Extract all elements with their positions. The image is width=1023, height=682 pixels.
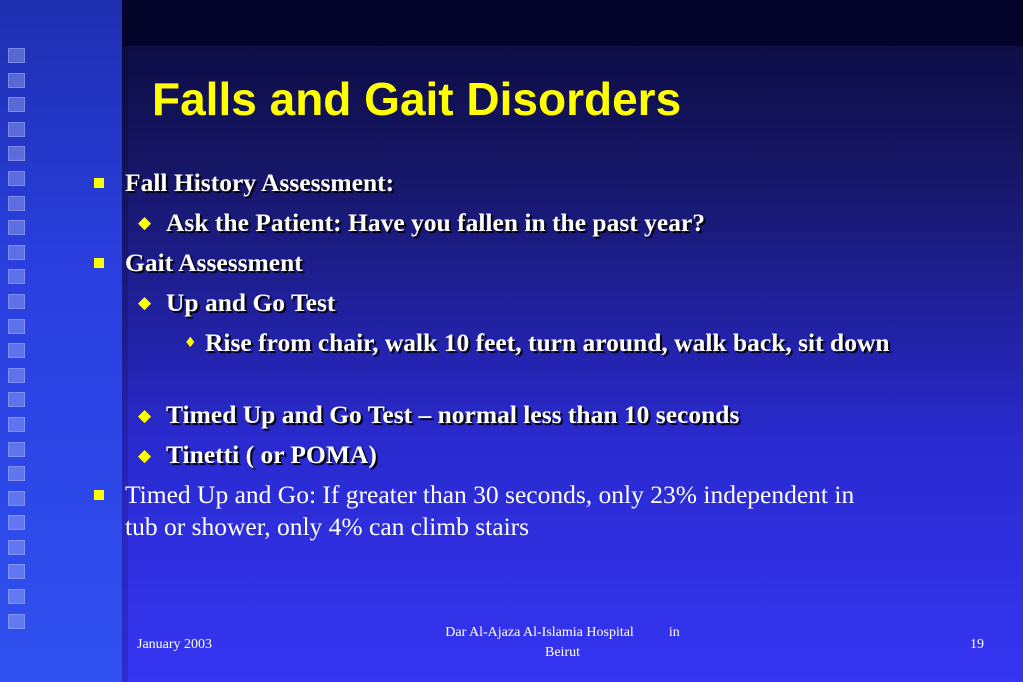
- footer-page-number: 19: [970, 637, 984, 652]
- bullet-item-timed-up-and-go-stats: Timed Up and Go: If greater than 30 seconds, only 23% independent in tub or shower, only 4% can climb stairs: [125, 480, 855, 541]
- square-bullet-icon: [94, 178, 104, 188]
- bullet-item-up-and-go: Up and Go Test: [166, 288, 336, 317]
- top-decor-band: [122, 0, 1023, 46]
- footer-city: Beirut: [545, 645, 580, 660]
- bullet-item-ask-patient: Ask the Patient: Have you fallen in the past year?: [166, 208, 706, 237]
- bullet-item-rise-from-chair: Rise from chair, walk 10 feet, turn around, walk back, sit down: [205, 328, 890, 357]
- decor-squares: [8, 48, 26, 638]
- square-bullet-icon: [94, 258, 104, 268]
- diamond-bullet-icon: ◆: [138, 293, 152, 313]
- footer-date: January 2003: [137, 637, 213, 652]
- diamond-bullet-icon: ◆: [138, 446, 152, 466]
- diamond-bullet-icon: ◆: [138, 406, 152, 426]
- diamond-bullet-icon: ◆: [138, 213, 152, 233]
- square-bullet-icon: [94, 490, 104, 500]
- bullet-item-gait-assessment: Gait Assessment: [125, 248, 303, 277]
- small-diamond-bullet-icon: ♦: [184, 335, 197, 351]
- left-decor-band: [0, 0, 122, 682]
- bullet-item-timed-up-and-go-test: Timed Up and Go Test – normal less than 10 seconds: [166, 400, 740, 429]
- footer-center: [400, 623, 725, 663]
- bullet-item-tinetti: Tinetti ( or POMA): [166, 440, 377, 469]
- bullet-item-fall-history: Fall History Assessment:: [125, 168, 395, 197]
- slide-title: Falls and Gait Disorders: [152, 73, 682, 125]
- footer-organization: Dar Al-Ajaza Al-Islamia Hospital in: [445, 625, 680, 640]
